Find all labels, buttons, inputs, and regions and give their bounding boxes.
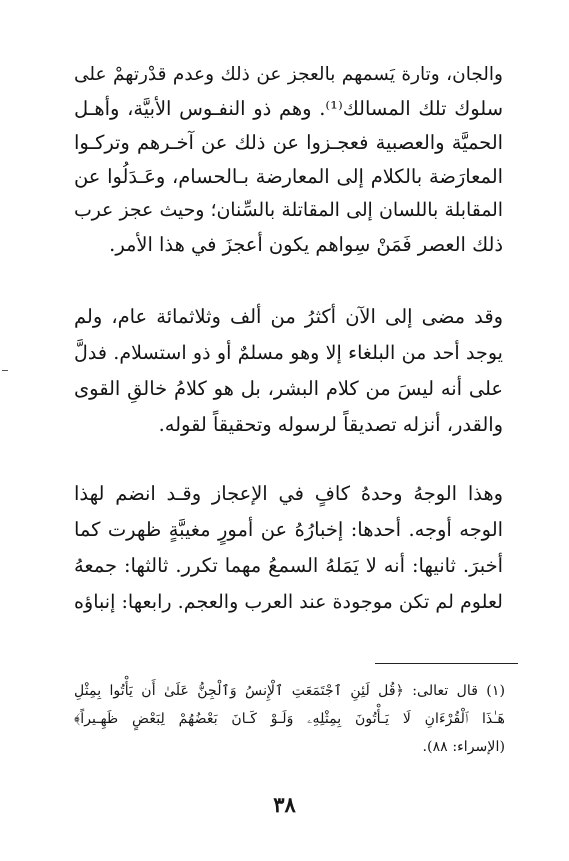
footnote-line: (١) قال تعالى: ﴿قُل لَئِنِ ٱجْتَمَعَتِ ٱلْإِنسُ وَٱلْجِنُّ عَلَىٰ أَن يَأْتُوا بِمِثْلِ xyxy=(74,683,505,699)
footnote-line: (الإسراء: ٨٨). xyxy=(422,739,505,755)
text-line: ذلك العصر فَمَنْ سِواهم يكون أعجزَ في هذا الأمر. xyxy=(109,233,503,256)
text-line: يوجد أحد من البلغاء إلا وهو مسلمٌ أو ذو استسلام. فدلَّ xyxy=(74,341,503,364)
margin-mark xyxy=(2,370,8,371)
footnote-separator xyxy=(375,663,518,664)
text-line: أخبرَ. ثانيها: أنه لا يَمَلهُ السمعُ مهما تكرر. ثالثها: جمعهُ xyxy=(74,554,503,577)
text-line: والقدر، أنزله تصديقاً لرسوله وتحقيقاً لقوله. xyxy=(158,413,503,436)
text-line: وهذا الوجهُ وحدهُ كافٍ في الإعجاز وقـد انضم لهذا xyxy=(74,482,503,505)
text-line: المعارَضة بالكلام إلى المعارضة بـالحسام، وعَـدَلُوا عن xyxy=(74,165,503,188)
text-line: الحميَّة والعصبية فعجـزوا عن ذلك عن آخـرهم وتركـوا xyxy=(74,131,503,154)
text-line: الوجه أوجه. أحدها: إخبارُهُ عن أمورٍ مغيبَّةٍ ظهرت كما xyxy=(74,518,503,541)
page-number: ٣٨ xyxy=(273,792,296,817)
text-line: والجان، وتارة يَسمهم بالعجز عن ذلك وعدم قدْرتهمْ على xyxy=(74,64,503,85)
text-line: على أنه ليسَ من كلام البشر، بل هو كلامُ خالقِ القوى xyxy=(74,377,503,400)
text-line: المقابلة باللسان إلى المقاتلة بالسِّنان؛ وحيث عجز عرب xyxy=(74,200,503,221)
text-line: لعلوم لم تكن موجودة عند العرب والعجم. رابعها: إنباؤه xyxy=(74,590,503,613)
footnote-line: هَـٰذَا ٱلْقُرْءَانِ لَا يَـأْتُونَ بِمِثْلِهِۦ وَلَـوْ كَـانَ بَعْضُهُمْ لِبَعْضٍ ظَهِـيراً﴾ xyxy=(74,711,505,727)
text-line: سلوك تلك المسالك⁽¹⁾. وهم ذو النفـوس الأبيَّة، وأهـل xyxy=(74,97,503,120)
text-line: وقد مضى إلى الآن أكثرُ من ألف وثلاثمائة عام، ولم xyxy=(74,305,503,328)
